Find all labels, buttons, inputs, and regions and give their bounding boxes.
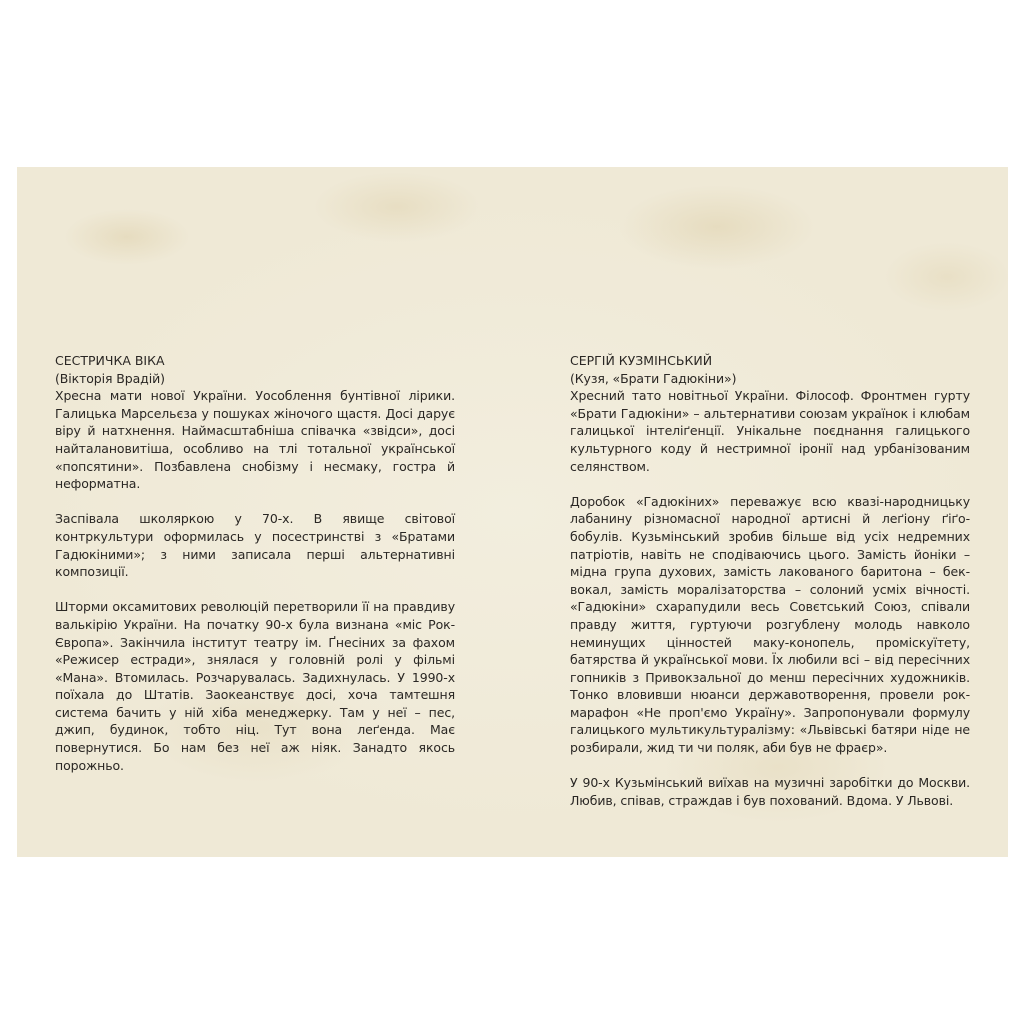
right-paragraph: Хресний тато новітньої України. Філософ. Фронтмен гурту «Брати Гадюкіни» – альтернативи союзам українок і клюбам галицької інтеліґенції. Унікальне поєднання галицького культурного коду й нестримної іронії над урбанізованим селянством. [570, 388, 970, 474]
right-paragraph: У 90-х Кузьмінський виїхав на музичні заробітки до Москви. Любив, співав, страждав і був похований. Вдома. У Львові. [570, 775, 970, 808]
left-page-title: СЕСТРИЧКА ВІКА [55, 353, 165, 368]
left-page-text [55, 352, 455, 774]
right-page-title: СЕРГІЙ КУЗМІНСЬКИЙ [570, 353, 713, 368]
left-paragraph: Хресна мати нової України. Уособлення бунтівної лірики. Галицька Марсельєза у пошуках жіночого щастя. Досі дарує віру й натхнення. Наймасштабніша співачка «звідси», досі найталановитіша, особливо на тлі тотальної української «попсятини». Позбавлена снобізму і несмаку, гостра й неформатна. [55, 388, 455, 492]
right-page-text [570, 352, 970, 809]
left-paragraph: Заспівала школяркою у 70-х. В явище світової контркультури оформилась у посестринстві з «Братами Гадюкіними»; з ними записала перші альтернативні композиції. [55, 511, 455, 580]
right-page-subtitle: (Кузя, «Брати Гадюкіни») [570, 370, 737, 386]
left-page-subtitle: (Вікторія Врадій) [55, 370, 165, 386]
left-paragraph: Шторми оксамитових революцій перетворили її на правдиву валькірію України. На початку 90-х була визнана «міс Рок-Європа». Закінчила інститут театру ім. Ґнесіних за фахом «Режисер естради», знялася у головній ролі у фільмі «Мана». Втомилась. Розчарувалась. Задихнулась. У 1990-х поїхала до Штатів. Заокеанствує досі, хоча тамтешня система бачить у ній хіба менеджерку. Там у неї – пес, джип, будинок, тобто ніц. Тут вона леґенда. Має повернутися. Бо нам без неї аж ніяк. Занадто якось порожньо. [55, 599, 455, 773]
right-paragraph: Доробок «Гадюкіних» переважує всю квазі-народницьку лабанину різномасної народної артисні й леґіону ґіґо-бобулів. Кузьмінський зробив більше від усіх недремних патріотів, навіть не сподіваючись цього. Замість йоніки – мідна група духових, замість лакованого баритона – бек-вокал, замість моралізаторства – солоний усміх вічності. «Гадюкіни» схарапудили весь Совєтський Союз, співали правду життя, гуртуючи розгублену молодь навколо неминущих цінностей маку-конопель, промiскуїтету, батярства й української мови. Їх любили всі – від пересічних гопників з Привокзальної до менш пересічних художників. Тонко вловивши нюанси державотворення, провели рок-марафон «Не проп'ємо Україну». Запропонували формулу галицького мультикультуралізму: «Львівські батяри ніде не розбирали, жид ти чи поляк, аби був не фраєр». [570, 493, 970, 756]
